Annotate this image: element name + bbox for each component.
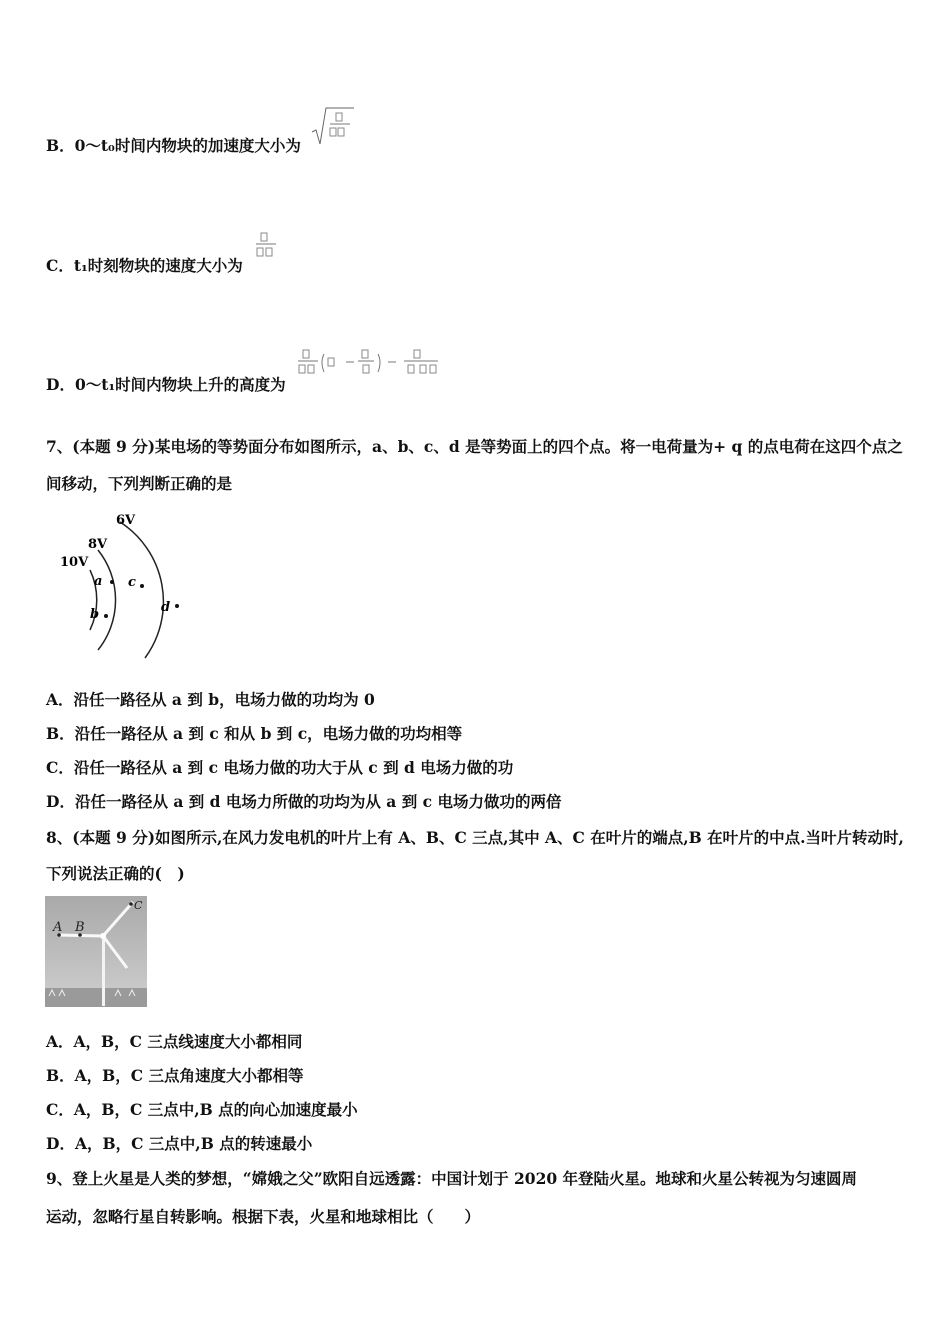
label-a: A — [53, 920, 63, 935]
point-b-label: b — [90, 607, 100, 622]
point-d-label: d — [161, 600, 171, 615]
q7-equipotential-figure — [50, 508, 200, 668]
point-a-label: a — [94, 574, 103, 589]
point-c — [140, 584, 144, 588]
q9-stem-line-1: 9、登上火星是人类的梦想，“嫦娥之父”欧阳自远透露：中国计划于 2020 年登陆火星。地球和火星公转视为匀速圆周 — [46, 1169, 858, 1188]
q7-option-a: A．沿任一路径从 a 到 b，电场力做的功均为 0 — [46, 690, 375, 709]
point-d — [175, 604, 179, 608]
equipotential-6v — [120, 522, 163, 658]
q7-option-c: C．沿任一路径从 a 到 c 电场力做的功大于从 c 到 d 电场力做的功 — [46, 758, 514, 777]
q6-option-b-text: B．0～t₀时间内物块的加速度大小为 — [46, 136, 301, 155]
q6-option-d — [46, 373, 286, 395]
q7-option-d: D．沿任一路径从 a 到 d 电场力所做的功均为从 a 到 c 电场力做功的两倍 — [46, 792, 562, 811]
label-10v: 10V — [60, 555, 89, 570]
label-b: B — [75, 920, 85, 935]
label-c: C — [134, 899, 143, 912]
q9-stem-line-2: 运动，忽略行星自转影响。根据下表，火星和地球相比（ ） — [46, 1207, 481, 1226]
point-a — [110, 580, 114, 584]
label-8v: 8V — [88, 537, 108, 552]
q8-wind-turbine-figure — [45, 896, 147, 1007]
equipotential-8v — [98, 550, 116, 650]
q8-option-a: A．A，B，C 三点线速度大小都相同 — [46, 1032, 303, 1051]
q8-stem-line-2: 下列说法正确的( ) — [46, 864, 185, 883]
q8-option-b: B．A，B，C 三点角速度大小都相等 — [46, 1066, 304, 1085]
q6-option-c-text: C．t₁时刻物块的速度大小为 — [46, 256, 243, 275]
q6-option-c — [46, 254, 243, 276]
q6-option-d-text: D．0～t₁时间内物块上升的高度为 — [46, 375, 286, 394]
q6-option-d-formula — [296, 346, 446, 382]
q7-option-b: B．沿任一路径从 a 到 c 和从 b 到 c，电场力做的功均相等 — [46, 724, 463, 743]
point-b — [104, 614, 108, 618]
q8-option-d: D．A，B，C 三点中,B 点的转速最小 — [46, 1134, 313, 1153]
q7-stem-line-1: 7、(本题 9 分)某电场的等势面分布如图所示，a、b、c、d 是等势面上的四个点。将一电荷量为+ q 的点电荷在这四个点之 — [46, 437, 903, 456]
point-c — [129, 902, 133, 906]
q6-option-b-formula — [310, 104, 354, 148]
q7-stem-line-2: 间移动，下列判断正确的是 — [46, 474, 233, 493]
point-c-label: c — [128, 575, 136, 590]
q6-option-b — [46, 134, 301, 156]
q6-option-c-formula — [254, 230, 278, 260]
q8-stem-line-1: 8、(本题 9 分)如图所示,在风力发电机的叶片上有 A、B、C 三点,其中 A、C 在叶片的端点,B 在叶片的中点.当叶片转动时, — [46, 828, 904, 847]
q8-option-c: C．A，B，C 三点中,B 点的向心加速度最小 — [46, 1100, 358, 1119]
label-6v: 6V — [116, 513, 136, 528]
